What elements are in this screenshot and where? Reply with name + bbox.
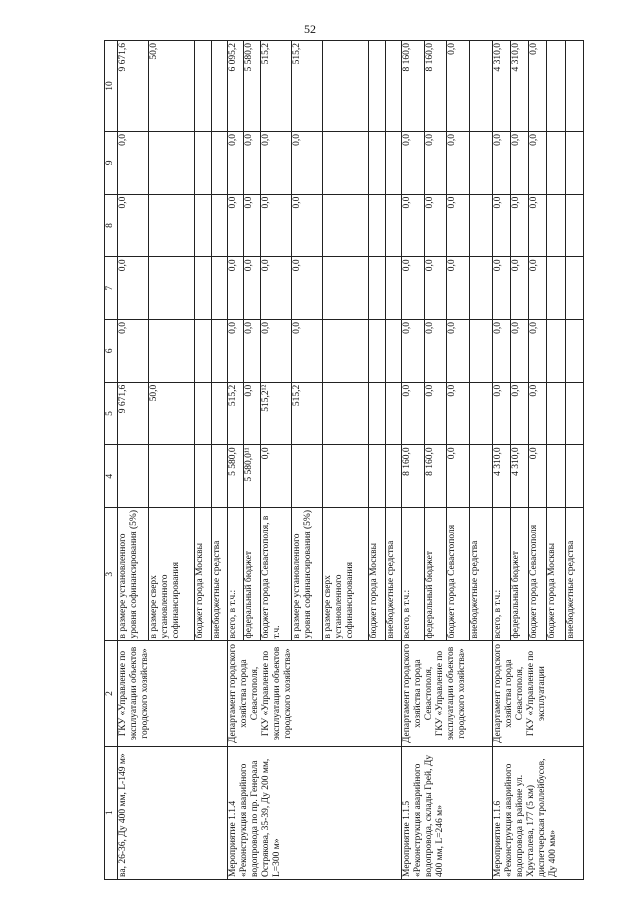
amount-cell-c7 (195, 257, 211, 320)
amount-cell-c9 (323, 132, 369, 195)
page-number: 52 (304, 22, 316, 36)
amount-cell-c5: 0,0 (244, 382, 260, 445)
amount-cell-c4 (291, 445, 322, 508)
amount-cell-c7 (565, 257, 583, 320)
amount-cell-c4 (369, 445, 385, 508)
amount-cell-c7: 0,0 (529, 257, 547, 320)
column-number: 6 (105, 320, 118, 383)
amount-cell-c5: 515,2¹² (260, 382, 291, 445)
amount-cell-c8 (470, 194, 493, 257)
amount-cell-c10 (323, 41, 369, 132)
amount-cell-c5 (565, 382, 583, 445)
amount-cell-c8: 0,0 (118, 194, 149, 257)
amount-cell-c9: 0,0 (424, 132, 447, 195)
amount-cell-c7 (149, 257, 195, 320)
amount-cell-c4 (118, 445, 149, 508)
activity-cell: Мероприятие 1.1.6 «Реконструкция аварийного водопровода в районе ул. Хрусталева, 177 (5 км) диспетчерская троллейбусов, Ду 400 мм» (492, 746, 583, 879)
amount-cell-c4: 5 580,0¹¹ (244, 445, 260, 508)
amount-cell-c7 (470, 257, 493, 320)
executor-cell (228, 641, 402, 746)
amount-cell-c5: 0,0 (492, 382, 510, 445)
amount-cell-c10: 4 310,0 (492, 41, 510, 132)
amount-cell-c6: 0,0 (401, 320, 424, 383)
amount-cell-c9 (385, 132, 401, 195)
amount-cell-c9: 0,0 (118, 132, 149, 195)
amount-cell-c6: 0,0 (260, 320, 291, 383)
amount-cell-c8 (323, 194, 369, 257)
amount-cell-c8 (547, 194, 565, 257)
executor-text: ГКУ «Управление по эксплуатации объектов городского хозяйства» (434, 646, 467, 741)
amount-cell-c9: 0,0 (511, 132, 529, 195)
column-number: 3 (105, 508, 118, 641)
amount-cell-c7: 0,0 (244, 257, 260, 320)
amount-cell-c6: 0,0 (511, 320, 529, 383)
amount-cell-c9 (195, 132, 211, 195)
amount-cell-c10 (547, 41, 565, 132)
amount-cell-c7: 0,0 (260, 257, 291, 320)
amount-cell-c5 (470, 382, 493, 445)
amount-cell-c4: 8 160,0 (424, 445, 447, 508)
amount-cell-c7: 0,0 (401, 257, 424, 320)
amount-cell-c8: 0,0 (228, 194, 244, 257)
amount-cell-c10: 8 160,0 (401, 41, 424, 132)
funding-source-cell: в размере сверх установленного софинансирования (149, 508, 195, 641)
table-row (401, 41, 424, 880)
amount-cell-c4 (149, 445, 195, 508)
amount-cell-c8: 0,0 (401, 194, 424, 257)
funding-source-cell: в размере сверх установленного софинансирования (323, 508, 369, 641)
amount-cell-c9: 0,0 (244, 132, 260, 195)
amount-cell-c7: 0,0 (291, 257, 322, 320)
amount-cell-c4 (195, 445, 211, 508)
executor-cell (401, 641, 492, 746)
amount-cell-c10: 515,2 (260, 41, 291, 132)
amount-cell-c5 (385, 382, 401, 445)
table-row (228, 41, 244, 880)
column-number: 7 (105, 257, 118, 320)
amount-cell-c4: 4 310,0 (511, 445, 529, 508)
funding-source-cell: бюджет города Москвы (195, 508, 211, 641)
funding-source-cell: бюджет города Севастополя (447, 508, 470, 641)
column-number: 10 (105, 41, 118, 132)
column-number: 9 (105, 132, 118, 195)
column-number: 5 (105, 382, 118, 445)
amount-cell-c8 (385, 194, 401, 257)
amount-cell-c10 (369, 41, 385, 132)
table-row (492, 41, 510, 880)
amount-cell-c9 (565, 132, 583, 195)
funding-source-cell: федеральный бюджет (244, 508, 260, 641)
amount-cell-c5: 9 671,6 (118, 382, 149, 445)
amount-cell-c9 (149, 132, 195, 195)
amount-cell-c8: 0,0 (511, 194, 529, 257)
amount-cell-c5: 515,2 (291, 382, 322, 445)
amount-cell-c5: 515,2 (228, 382, 244, 445)
amount-cell-c6: 0,0 (447, 320, 470, 383)
funding-source-cell: в размере установленного уровня софинансирования (5%) (291, 508, 322, 641)
funding-source-cell: внебюджетные средства (211, 508, 227, 641)
executor-text: ГКУ «Управление по эксплуатации объектов городского хозяйства» (261, 646, 294, 741)
amount-cell-c9 (470, 132, 493, 195)
amount-cell-c10: 515,2 (291, 41, 322, 132)
column-number: 8 (105, 194, 118, 257)
amount-cell-c6 (547, 320, 565, 383)
amount-cell-c6: 0,0 (228, 320, 244, 383)
amount-cell-c7: 0,0 (424, 257, 447, 320)
amount-cell-c10: 9 671,6 (118, 41, 149, 132)
amount-cell-c7 (369, 257, 385, 320)
funding-source-cell: внебюджетные средства (470, 508, 493, 641)
amount-cell-c7: 0,0 (447, 257, 470, 320)
funding-source-cell: в размере установленного уровня софинансирования (5%) (118, 508, 149, 641)
amount-cell-c10: 0,0 (529, 41, 547, 132)
amount-cell-c10 (211, 41, 227, 132)
amount-cell-c8: 0,0 (447, 194, 470, 257)
amount-cell-c6: 0,0 (244, 320, 260, 383)
funding-source-cell: бюджет города Москвы (369, 508, 385, 641)
activity-cell: Мероприятие 1.1.5 «Реконструкция аварийного водопровода, склады Грей, Ду 400 мм, L=246 м» (401, 746, 492, 879)
amount-cell-c9: 0,0 (492, 132, 510, 195)
column-number: 2 (105, 641, 118, 746)
amount-cell-c4: 0,0 (447, 445, 470, 508)
funding-source-cell: бюджет города Москвы (547, 508, 565, 641)
amount-cell-c4 (323, 445, 369, 508)
amount-cell-c9: 0,0 (447, 132, 470, 195)
executor-text: ГКУ «Управление по эксплуатации объектов городского хозяйства» (118, 646, 150, 741)
department-text: Департамент городского хозяйства города Севастополя, (228, 644, 261, 744)
amount-cell-c4 (565, 445, 583, 508)
amount-cell-c7 (385, 257, 401, 320)
amount-cell-c6 (149, 320, 195, 383)
amount-cell-c5: 0,0 (529, 382, 547, 445)
amount-cell-c6 (385, 320, 401, 383)
amount-cell-c7 (211, 257, 227, 320)
funding-source-cell: бюджет города Севастополя, в т.ч. (260, 508, 291, 641)
amount-cell-c4 (385, 445, 401, 508)
table-row (118, 41, 149, 880)
amount-cell-c6 (323, 320, 369, 383)
amount-cell-c10: 6 095,2 (228, 41, 244, 132)
amount-cell-c8: 0,0 (291, 194, 322, 257)
amount-cell-c10: 50,0 (149, 41, 195, 132)
department-text: Департамент городского хозяйства города Севастополя, (492, 644, 525, 744)
amount-cell-c6: 0,0 (529, 320, 547, 383)
executor-cell (492, 641, 583, 746)
amount-cell-c5: 0,0 (447, 382, 470, 445)
funding-source-cell: бюджет города Севастополя (529, 508, 547, 641)
amount-cell-c8: 0,0 (260, 194, 291, 257)
amount-cell-c5 (547, 382, 565, 445)
amount-cell-c10 (565, 41, 583, 132)
funding-source-cell: внебюджетные средства (565, 508, 583, 641)
amount-cell-c8 (195, 194, 211, 257)
amount-cell-c4: 0,0 (529, 445, 547, 508)
amount-cell-c6 (369, 320, 385, 383)
amount-cell-c4: 0,0 (260, 445, 291, 508)
amount-cell-c9: 0,0 (291, 132, 322, 195)
amount-cell-c10 (470, 41, 493, 132)
amount-cell-c4: 5 580,0 (228, 445, 244, 508)
funding-source-cell: федеральный бюджет (511, 508, 529, 641)
amount-cell-c4 (470, 445, 493, 508)
amount-cell-c7: 0,0 (511, 257, 529, 320)
amount-cell-c10: 0,0 (447, 41, 470, 132)
column-number: 4 (105, 445, 118, 508)
amount-cell-c8 (565, 194, 583, 257)
column-number: 1 (105, 746, 118, 879)
amount-cell-c5: 0,0 (424, 382, 447, 445)
activity-cell: ва, 26-36, Ду 400 мм, L-149 м» (118, 746, 228, 879)
amount-cell-c4 (211, 445, 227, 508)
amount-cell-c8: 0,0 (529, 194, 547, 257)
amount-cell-c8 (149, 194, 195, 257)
amount-cell-c8: 0,0 (244, 194, 260, 257)
amount-cell-c10: 5 580,0 (244, 41, 260, 132)
amount-cell-c6: 0,0 (492, 320, 510, 383)
funding-source-cell: федеральный бюджет (424, 508, 447, 641)
amount-cell-c5 (323, 382, 369, 445)
amount-cell-c10 (385, 41, 401, 132)
amount-cell-c6 (565, 320, 583, 383)
amount-cell-c8 (369, 194, 385, 257)
amount-cell-c8 (211, 194, 227, 257)
amount-cell-c9: 0,0 (401, 132, 424, 195)
amount-cell-c10: 8 160,0 (424, 41, 447, 132)
amount-cell-c5 (195, 382, 211, 445)
amount-cell-c5 (211, 382, 227, 445)
amount-cell-c4: 8 160,0 (401, 445, 424, 508)
amount-cell-c9 (369, 132, 385, 195)
amount-cell-c5: 0,0 (511, 382, 529, 445)
amount-cell-c9 (211, 132, 227, 195)
amount-cell-c7: 0,0 (228, 257, 244, 320)
amount-cell-c7: 0,0 (118, 257, 149, 320)
amount-cell-c6: 0,0 (424, 320, 447, 383)
amount-cell-c9 (547, 132, 565, 195)
amount-cell-c10 (195, 41, 211, 132)
funding-source-cell: внебюджетные средства (385, 508, 401, 641)
amount-cell-c6 (470, 320, 493, 383)
amount-cell-c8: 0,0 (492, 194, 510, 257)
amount-cell-c5: 50,0 (149, 382, 195, 445)
amount-cell-c4 (547, 445, 565, 508)
amount-cell-c5 (369, 382, 385, 445)
amount-cell-c9: 0,0 (228, 132, 244, 195)
amount-cell-c9: 0,0 (260, 132, 291, 195)
executor-cell (118, 641, 228, 746)
amount-cell-c4: 4 310,0 (492, 445, 510, 508)
executor-text: ГКУ «Управление по эксплуатации (525, 650, 547, 737)
amount-cell-c9: 0,0 (529, 132, 547, 195)
amount-cell-c7 (547, 257, 565, 320)
funding-source-cell: всего, в т.ч.: (492, 508, 510, 641)
amount-cell-c6 (195, 320, 211, 383)
amount-cell-c7 (323, 257, 369, 320)
amount-cell-c10: 4 310,0 (511, 41, 529, 132)
rotated-table-wrapper (104, 40, 584, 880)
amount-cell-c7: 0,0 (492, 257, 510, 320)
amount-cell-c6: 0,0 (291, 320, 322, 383)
budget-table (104, 40, 584, 880)
activity-cell: Мероприятие 1.1.4 «Реконструкция аварийного водопровода по пр. Генерала Острякова, 35-39, Ду 200 мм, L=300 м» (228, 746, 402, 879)
column-number-row (105, 41, 118, 880)
amount-cell-c5: 0,0 (401, 382, 424, 445)
amount-cell-c6 (211, 320, 227, 383)
department-text: Департамент городского хозяйства города Севастополя, (401, 644, 434, 744)
amount-cell-c8: 0,0 (424, 194, 447, 257)
amount-cell-c6: 0,0 (118, 320, 149, 383)
funding-source-cell: всего, в т.ч.: (401, 508, 424, 641)
funding-source-cell: всего, в т.ч.: (228, 508, 244, 641)
